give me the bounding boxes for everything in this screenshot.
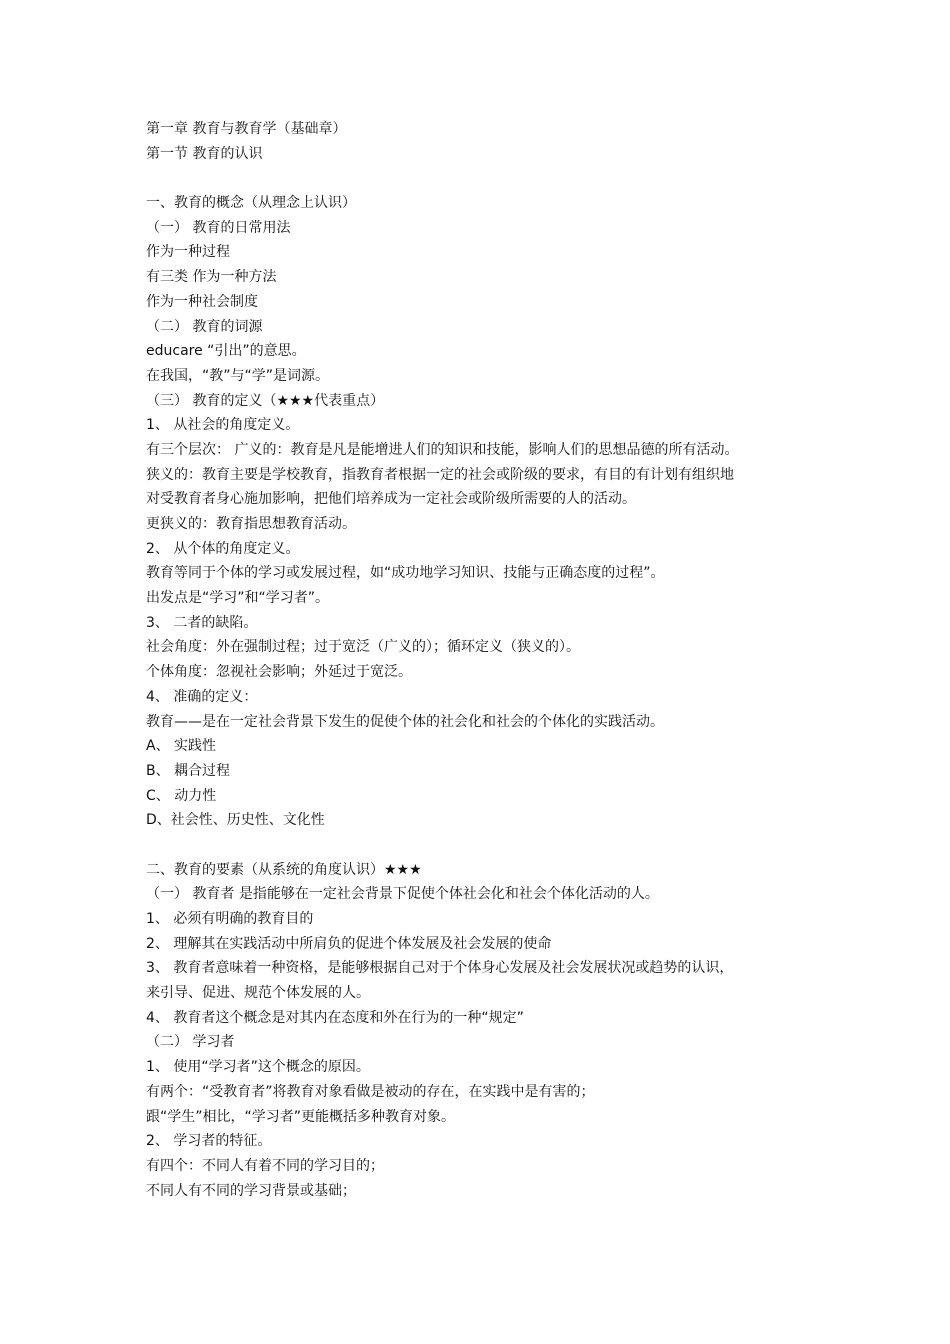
list-item: 2、 学习者的特征。: [146, 1133, 272, 1150]
text-line: 狭义的：教育主要是学校教育，指教育者根据一定的社会或阶级的要求，有目的有计划有组织地: [146, 466, 734, 483]
text-line: 作为一种过程: [146, 244, 230, 261]
text-line: 个体角度：忽视社会影响；外延过于宽泛。: [146, 664, 412, 681]
text-line: 社会角度：外在强制过程；过于宽泛（广义的）；循环定义（狭义的）。: [146, 639, 580, 656]
list-item: 1、 必须有明确的教育目的: [146, 911, 314, 927]
subheading-daily-usage: （一） 教育的日常用法: [146, 219, 291, 236]
subheading-definition: （三） 教育的定义（★★★代表重点）: [146, 392, 385, 409]
blank-line: [146, 166, 836, 191]
text-line: 在我国，“教”与“学”是词源。: [146, 367, 330, 384]
list-item: 2、 从个体的角度定义。: [146, 540, 300, 557]
text-line: 有两个：“受教育者”将教育对象看做是被动的存在，在实践中是有害的；: [146, 1083, 595, 1100]
text-line: 更狭义的：教育指思想教育活动。: [146, 516, 356, 532]
text-line: 有三类 作为一种方法: [146, 269, 277, 286]
text-line: 不同人有不同的学习背景或基础；: [146, 1182, 356, 1199]
document-page: [146, 117, 836, 1203]
text-line: educare “引出”的意思。: [146, 343, 306, 360]
text-line: 对受教育者身心施加影响，把他们培养成为一定社会或阶级所需要的人的活动。: [146, 491, 636, 508]
list-item: 4、 准确的定义：: [146, 688, 258, 705]
list-item: B、 耦合过程: [146, 762, 231, 779]
chapter-title: 第一章 教育与教育学（基础章）: [146, 121, 347, 137]
subheading-etymology: （二） 教育的词源: [146, 318, 263, 335]
subheading-educator: （一） 教育者 是指能够在一定社会背景下促使个体社会化和社会个体化活动的人。: [146, 886, 659, 903]
text-line: 出发点是“学习”和“学习者”。: [146, 590, 330, 607]
list-item: 4、 教育者这个概念是对其内在态度和外在行为的一种“规定”: [146, 1009, 524, 1026]
list-item: D、社会性、历史性、文化性: [146, 812, 325, 829]
heading-concept: 一、教育的概念（从理念上认识）: [146, 195, 356, 212]
text-line: 作为一种社会制度: [146, 293, 258, 310]
heading-elements: 二、教育的要素（从系统的角度认识）★★★: [146, 861, 422, 878]
list-item: A、 实践性: [146, 738, 217, 755]
text-line: 有四个：不同人有着不同的学习目的；: [146, 1157, 384, 1174]
list-item: 1、 使用“学习者”这个概念的原因。: [146, 1059, 370, 1076]
text-line: 教育——是在一定社会背景下发生的促使个体的社会化和社会的个体化的实践活动。: [146, 713, 664, 730]
text-line: 教育等同于个体的学习或发展过程，如“成功地学习知识、技能与正确态度的过程”。: [146, 565, 665, 582]
list-item: 3、 二者的缺陷。: [146, 614, 258, 631]
text-line: 有三个层次： 广义的：教育是凡是能增进人们的知识和技能，影响人们的思想品德的所有活动。: [146, 441, 739, 458]
blank-line: [146, 833, 836, 858]
list-item: C、 动力性: [146, 787, 217, 804]
list-item: 3、 教育者意味着一种资格，是能够根据自己对于个体身心发展及社会发展状况或趋势的认识，: [146, 960, 734, 977]
section-title: 第一节 教育的认识: [146, 145, 263, 162]
list-item: 2、 理解其在实践活动中所肩负的促进个体发展及社会发展的使命: [146, 935, 552, 952]
text-line: 跟“学生”相比，“学习者”更能概括多种教育对象。: [146, 1108, 456, 1125]
list-item: 1、 从社会的角度定义。: [146, 417, 300, 434]
text-line: 来引导、促进、规范个体发展的人。: [146, 985, 370, 1002]
subheading-learner: （二） 学习者: [146, 1034, 235, 1051]
